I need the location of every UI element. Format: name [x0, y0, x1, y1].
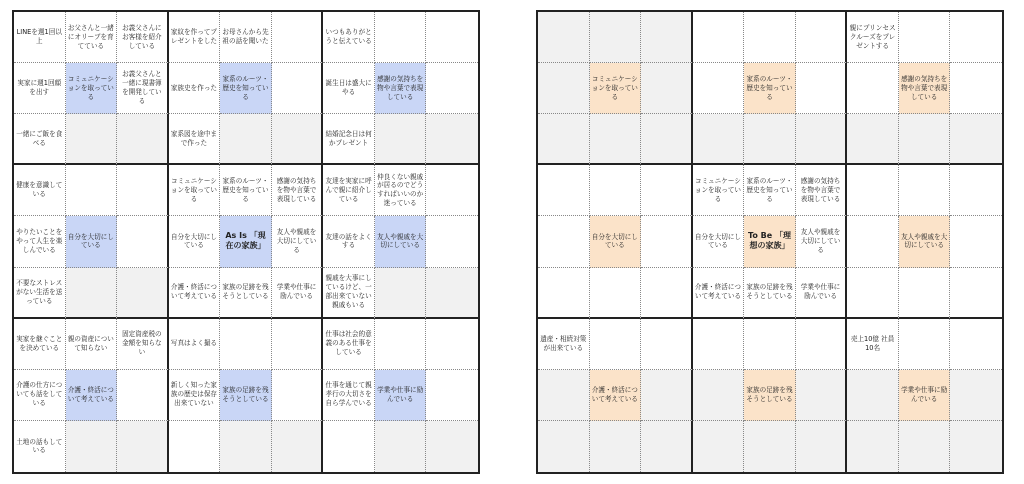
- mandala-cell: [538, 114, 590, 165]
- mandala-cell: 家紋を作ってプレゼントをした: [169, 12, 221, 63]
- mandala-cell: [117, 114, 169, 165]
- mandala-cell: [66, 421, 118, 472]
- mandala-cell: [950, 421, 1002, 472]
- mandala-cell: [693, 319, 745, 370]
- mandala-cell: [538, 165, 590, 216]
- mandala-cell: [950, 114, 1002, 165]
- mandala-cell: [426, 268, 478, 319]
- mandala-cell: [323, 421, 375, 472]
- mandala-cell: [847, 114, 899, 165]
- to-be-center-cell: To Be 「理想の家族」: [744, 216, 796, 267]
- mandala-cell: 友人や親戚を大切にしている: [796, 216, 848, 267]
- mandala-cell: [899, 114, 951, 165]
- mandala-cell: 土地の話もしている: [14, 421, 66, 472]
- mandala-cell: [375, 114, 427, 165]
- mandala-cell: 新しく知った家族の歴史は保存出来ていない: [169, 370, 221, 421]
- mandala-cell: [538, 12, 590, 63]
- mandala-cell: 介護の仕方についても話をしている: [14, 370, 66, 421]
- mandala-cell: [693, 63, 745, 114]
- mandala-cell: 仕事は社会的意義のある仕事をしている: [323, 319, 375, 370]
- mandala-cell: [641, 268, 693, 319]
- mandala-cell: [538, 421, 590, 472]
- mandala-cell: 実家に週1回顔を出す: [14, 63, 66, 114]
- mandala-cell: 写真はよく撮る: [169, 319, 221, 370]
- mandala-cell: [847, 165, 899, 216]
- mandala-cell: [950, 268, 1002, 319]
- mandala-cell: [641, 12, 693, 63]
- mandala-cell: [796, 421, 848, 472]
- mandala-cell: [426, 216, 478, 267]
- mandala-cell: 家族の足跡を残そうとしている: [220, 370, 272, 421]
- mandala-cell: [375, 421, 427, 472]
- mandala-cell: コミュニケーションを取っている: [590, 63, 642, 114]
- mandala-cell: 介護・終活について考えている: [590, 370, 642, 421]
- mandala-cell: [272, 63, 324, 114]
- mandala-cell: [426, 421, 478, 472]
- mandala-cell: 学業や仕事に励んでいる: [272, 268, 324, 319]
- mandala-cell: [272, 12, 324, 63]
- mandala-cell: 家系図を途中まで作った: [169, 114, 221, 165]
- mandala-cell: 感謝の気持ちを物や言葉で表現している: [272, 165, 324, 216]
- mandala-cell: [693, 12, 745, 63]
- mandala-cell: [744, 319, 796, 370]
- mandala-cell: 家族の足跡を残そうとしている: [744, 370, 796, 421]
- mandala-cell: [641, 165, 693, 216]
- mandala-cell: 自分を大切にしている: [590, 216, 642, 267]
- mandala-cell: [744, 12, 796, 63]
- mandala-cell: [538, 63, 590, 114]
- mandala-cell: [272, 421, 324, 472]
- mandala-cell: 友人や親戚を大切にしている: [899, 216, 951, 267]
- mandala-cell: [641, 421, 693, 472]
- mandala-cell: [796, 63, 848, 114]
- mandala-cell: [169, 421, 221, 472]
- mandala-cell: [950, 63, 1002, 114]
- mandala-cell: [899, 165, 951, 216]
- mandala-cell: [796, 12, 848, 63]
- mandala-cell: [272, 370, 324, 421]
- mandala-cell: 家系のルーツ・歴史を知っている: [744, 165, 796, 216]
- mandala-cell: [426, 319, 478, 370]
- mandala-cell: [375, 319, 427, 370]
- mandala-cell: 親戚を大事にしているけど、一部出来ていない親戚もいる: [323, 268, 375, 319]
- mandala-cell: 家系のルーツ・歴史を知っている: [220, 63, 272, 114]
- mandala-cell: 感謝の気持ちを物や言葉で表現している: [375, 63, 427, 114]
- mandala-cell: 家系のルーツ・歴史を知っている: [744, 63, 796, 114]
- mandala-cell: [117, 216, 169, 267]
- mandala-cell: 不要なストレスがない生活を送っている: [14, 268, 66, 319]
- mandala-cell: [641, 319, 693, 370]
- mandala-cell: [693, 370, 745, 421]
- mandala-cell: [693, 421, 745, 472]
- mandala-cell: [847, 216, 899, 267]
- mandala-cell: コミュニケーションを取っている: [693, 165, 745, 216]
- mandala-cell: コミュニケーションを取っている: [169, 165, 221, 216]
- mandala-cell: お母さんから先祖の話を聞いた: [220, 12, 272, 63]
- mandala-cell: 学業や仕事に励んでいる: [375, 370, 427, 421]
- mandala-cell: [847, 63, 899, 114]
- mandala-cell: 家族史を作った: [169, 63, 221, 114]
- mandala-cell: [117, 370, 169, 421]
- mandala-cell: [375, 12, 427, 63]
- mandala-cell: [66, 268, 118, 319]
- mandala-cell: 友達を実家に呼んで親に紹介している: [323, 165, 375, 216]
- mandala-cell: [950, 165, 1002, 216]
- as-is-grid: [14, 12, 478, 472]
- mandala-cell: いつもありがとうと伝えている: [323, 12, 375, 63]
- mandala-cell: お義父さんにお客様を紹介している: [117, 12, 169, 63]
- mandala-cell: [899, 319, 951, 370]
- mandala-cell: 家族の足跡を残そうとしている: [744, 268, 796, 319]
- mandala-cell: 自分を大切にしている: [169, 216, 221, 267]
- mandala-cell: [693, 114, 745, 165]
- as-is-center-cell: As Is 「現在の家族」: [220, 216, 272, 267]
- mandala-cell: [272, 319, 324, 370]
- mandala-cell: [590, 12, 642, 63]
- mandala-cell: 遺産・相続対策が出来ている: [538, 319, 590, 370]
- mandala-cell: [426, 165, 478, 216]
- as-is-mandala-chart: [12, 10, 480, 474]
- mandala-cell: [220, 421, 272, 472]
- mandala-cell: [590, 319, 642, 370]
- mandala-cell: 家族の足跡を残そうとしている: [220, 268, 272, 319]
- mandala-cell: [899, 268, 951, 319]
- mandala-cell: 介護・終活について考えている: [693, 268, 745, 319]
- mandala-cell: [590, 421, 642, 472]
- mandala-cell: [899, 12, 951, 63]
- mandala-cell: [117, 421, 169, 472]
- mandala-cell: [847, 370, 899, 421]
- mandala-cell: 親の資産について知らない: [66, 319, 118, 370]
- mandala-cell: [796, 319, 848, 370]
- mandala-cell: [220, 114, 272, 165]
- to-be-grid: [538, 12, 1002, 472]
- mandala-cell: [744, 114, 796, 165]
- mandala-cell: [66, 165, 118, 216]
- mandala-cell: 介護・終活について考えている: [66, 370, 118, 421]
- mandala-cell: [426, 114, 478, 165]
- mandala-cell: [847, 268, 899, 319]
- mandala-cell: [538, 370, 590, 421]
- mandala-cell: 友人や親戚を大切にしている: [272, 216, 324, 267]
- mandala-cell: [426, 370, 478, 421]
- mandala-cell: [950, 12, 1002, 63]
- mandala-cell: [538, 216, 590, 267]
- mandala-cell: [375, 268, 427, 319]
- mandala-cell: コミュニケーションを取っている: [66, 63, 118, 114]
- mandala-cell: [641, 216, 693, 267]
- mandala-cell: [117, 165, 169, 216]
- to-be-mandala-chart: [536, 10, 1004, 474]
- mandala-cell: [426, 12, 478, 63]
- mandala-cell: [641, 114, 693, 165]
- mandala-cell: [590, 268, 642, 319]
- mandala-cell: 友人や親戚を大切にしている: [375, 216, 427, 267]
- mandala-cell: お父さんと一緒にオリーブを育てている: [66, 12, 118, 63]
- mandala-cell: [847, 421, 899, 472]
- mandala-cell: 自分を大切にしている: [693, 216, 745, 267]
- mandala-cell: 介護・終活について考えている: [169, 268, 221, 319]
- mandala-cell: 健康を意識している: [14, 165, 66, 216]
- mandala-cell: 感謝の気持ちを物や言葉で表現している: [899, 63, 951, 114]
- mandala-cell: [272, 114, 324, 165]
- mandala-cell: LINEを週1回以上: [14, 12, 66, 63]
- mandala-cell: 仲良くない親戚が居るのでどうすればいいのか迷っている: [375, 165, 427, 216]
- mandala-cell: 仕事を通じて親孝行の大切さを自ら学んでいる: [323, 370, 375, 421]
- mandala-cell: 結婚記念日は何かプレゼント: [323, 114, 375, 165]
- mandala-cell: 一緒にご飯を食べる: [14, 114, 66, 165]
- mandala-cell: 感謝の気持ちを物や言葉で表現している: [796, 165, 848, 216]
- mandala-cell: 学業や仕事に励んでいる: [899, 370, 951, 421]
- mandala-cell: 家系のルーツ・歴史を知っている: [220, 165, 272, 216]
- mandala-cell: 実家を継ぐことを決めている: [14, 319, 66, 370]
- mandala-cell: 誕生日は盛大にやる: [323, 63, 375, 114]
- mandala-cell: [744, 421, 796, 472]
- mandala-cell: [950, 319, 1002, 370]
- mandala-cell: 固定資産税の金額を知らない: [117, 319, 169, 370]
- mandala-cell: [796, 370, 848, 421]
- mandala-cell: [590, 114, 642, 165]
- mandala-cell: [590, 165, 642, 216]
- mandala-cell: [220, 319, 272, 370]
- mandala-cell: やりたいことをやって人生を楽しんでいる: [14, 216, 66, 267]
- mandala-cell: [538, 268, 590, 319]
- mandala-cell: [950, 370, 1002, 421]
- mandala-cell: 学業や仕事に励んでいる: [796, 268, 848, 319]
- mandala-cell: 友達の話をよくする: [323, 216, 375, 267]
- mandala-cell: [66, 114, 118, 165]
- mandala-cell: [950, 216, 1002, 267]
- mandala-cell: [426, 63, 478, 114]
- mandala-cell: お義父さんと一緒に現書簿を開発している: [117, 63, 169, 114]
- mandala-cell: [796, 114, 848, 165]
- mandala-cell: 親にプリンセスクルーズをプレゼントする: [847, 12, 899, 63]
- mandala-cell: [641, 370, 693, 421]
- mandala-cell: [641, 63, 693, 114]
- mandala-cell: [117, 268, 169, 319]
- mandala-cell: 自分を大切にしている: [66, 216, 118, 267]
- mandala-cell: 売上10億 社員10名: [847, 319, 899, 370]
- mandala-cell: [899, 421, 951, 472]
